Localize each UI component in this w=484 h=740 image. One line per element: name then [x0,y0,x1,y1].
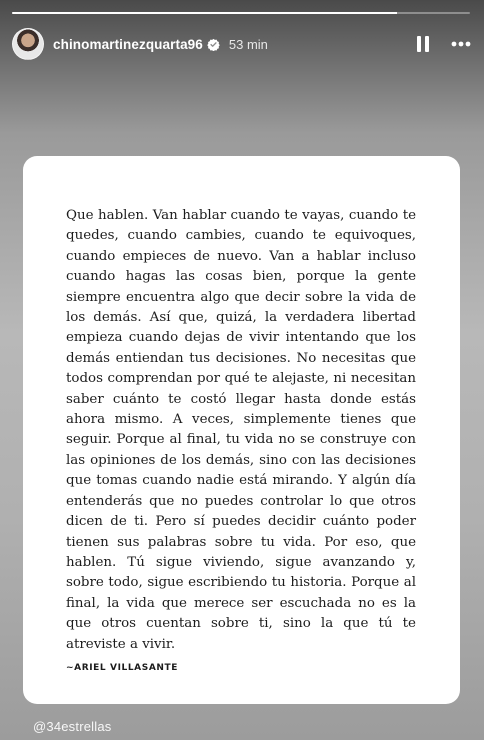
more-icon[interactable] [450,33,472,55]
quote-card [23,156,460,704]
quote-author: ~ARIEL VILLASANTE [66,662,179,673]
post-time: 53 min [228,36,268,52]
story-header [12,26,472,62]
story-progress-fill [12,12,397,14]
avatar[interactable] [12,28,44,60]
story-progress-bar [12,12,470,14]
verified-badge-icon [207,38,220,51]
credit-mention[interactable]: @34estrellas [33,719,112,734]
pause-icon[interactable] [412,33,434,55]
quote-text: Que hablen. Van hablar cuando te vayas, cuando te quedes, cuando cambies, cuando te equivoques, cuando empieces de nuevo. Van a hablar incluso cuando hagas las cosas bien, porque la gente siempre encuentra algo que decir sobre la vida de los demás. Así que, quizá, la verdadera libertad empieza cuando dejas de vivir intentando que los demás entiendan tus decisiones. No necesitas que todos comprendan por qué te alejaste, ni necesitan saber cuánto te costó llegar hasta donde estás ahora mismo. A veces, simplemente tienes que seguir. Porque al final, tu vida no se construye con las opiniones de los demás, sino con las decisiones que tomas cuando nadie está mirando. Y algún día entenderás que no puedes controlar lo que otros dicen de ti. Pero sí puedes decidir cuánto poder tienen sus palabras sobre tu vida. Por eso, que hablen. Tú sigue viviendo, sigue avanzando y, sobre todo, sigue escribiendo tu historia. Porque al final, la vida que merece ser escuchada no es la que otros cuentan sobre ti, sino la que tú te atreviste a vivir. [66,208,416,652]
username[interactable]: chinomartinezquarta96 [53,36,203,52]
